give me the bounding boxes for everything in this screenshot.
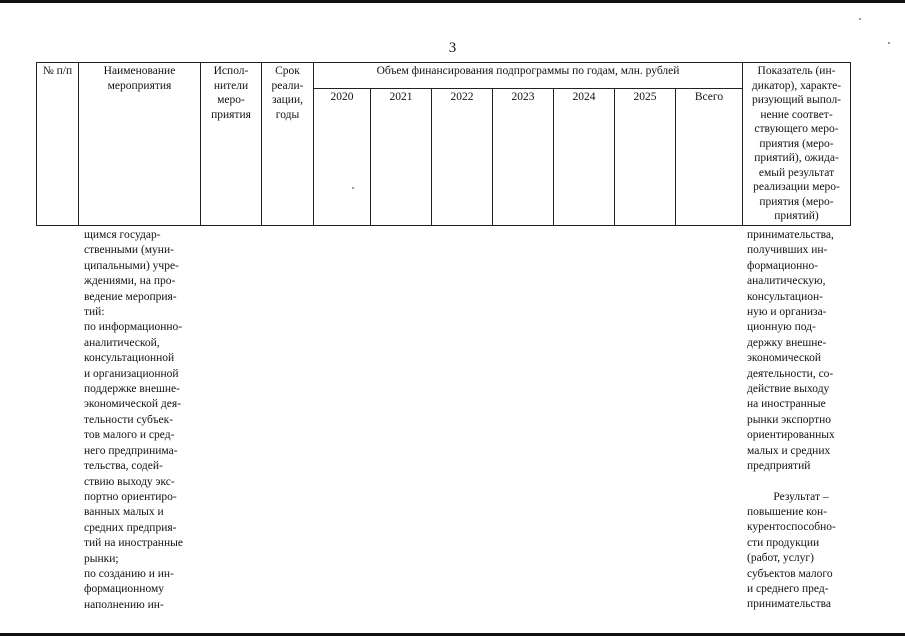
text-line: экономической дея- [84,398,181,411]
text-line: ориентированных [747,429,835,442]
text-line: тельства, содей- [84,460,163,473]
measure-name-text [84,228,197,613]
text-line: щимся государ- [84,229,161,241]
page-number: 3 [448,40,457,56]
indicator-text [747,228,855,613]
year-header-2021: 2021 [371,89,432,225]
header-name: Наименование мероприятия [79,63,201,226]
text-line: ствию выходу экс- [84,475,175,488]
text-line: ванных малых и [84,506,164,519]
text-line: рынки; [84,552,119,565]
text-line: консультационной [84,352,175,365]
text-line: получивших ин- [747,244,828,257]
text-line: аналитической, [84,336,160,349]
paragraph-gap [747,475,855,490]
text-line: и среднего пред- [747,582,829,595]
text-line: субъектов малого [747,567,833,580]
text-line: аналитическую, [747,275,826,288]
scan-speck [888,42,890,44]
text-line: принимательства, [747,229,834,241]
header-table [36,62,851,226]
text-line: него предпринима- [84,444,178,457]
text-line: тий на иностранные [84,537,183,550]
result-heading: Результат – [773,490,829,503]
text-line: ципальными) учре- [84,259,179,272]
text-line: ционную под- [747,321,816,334]
header-num: № п/п [37,63,79,226]
text-line: действие выходу [747,383,830,396]
year-header-2025: 2025 [615,89,676,225]
text-line: по информационно- [84,321,183,334]
header-indicator: Показатель (ин-дикатор), характе-ризующий выпол-нение соответ-ствующего меро-приятия (меро-приятий), ожида-емый результат реализации меро-приятия (меро-приятий) [743,63,851,226]
text-line: наполнению ин- [84,598,164,611]
text-line: ную и организа- [747,306,827,319]
text-line: ственными (муни- [84,244,174,257]
year-header-total: Всего [676,89,743,225]
year-header-2024: 2024 [554,89,615,225]
year-header-2020: 2020 [314,89,371,225]
text-line: поддержке внешне- [84,383,180,396]
year-header-2022: 2022 [432,89,493,225]
text-line: портно ориентиро- [84,490,177,503]
text-line: (работ, услуг) [747,552,814,565]
text-line: формационному [84,583,165,596]
text-line: сти продукции [747,536,820,549]
header-executors: Испол-нители меро-приятия [201,63,262,226]
scan-speck [352,187,354,189]
text-line: ведение мероприя- [84,290,177,303]
text-line: повышение кон- [747,505,828,518]
header-financing: Объем финансирования подпрограммы по годам, млн. рублей [314,63,743,89]
header-term: Срок реали-зации, годы [262,63,314,226]
text-line: тий: [84,306,105,319]
text-line: формационно- [747,259,819,272]
scan-speck [859,18,861,20]
text-line: на иностранные [747,398,826,411]
text-line: по созданию и ин- [84,567,174,580]
text-line: средних предприя- [84,521,177,534]
text-line: консультацион- [747,290,823,303]
text-line: экономической [747,352,821,365]
text-line: предприятий [747,460,811,473]
text-line: тов малого и сред- [84,429,175,442]
top-border-line [0,0,905,3]
text-line: малых и средних [747,444,831,457]
text-line: держку внешне- [747,336,827,349]
text-line: курентоспособно- [747,521,836,534]
bottom-border-line [0,633,905,636]
text-line: деятельности, со- [747,367,834,380]
text-line: принимательства [747,598,831,611]
year-header-2023: 2023 [493,89,554,225]
text-line: рынки экспортно [747,413,832,426]
text-line: тельности субъек- [84,413,174,426]
text-line: ждениями, на про- [84,275,176,288]
text-line: и организационной [84,367,179,380]
